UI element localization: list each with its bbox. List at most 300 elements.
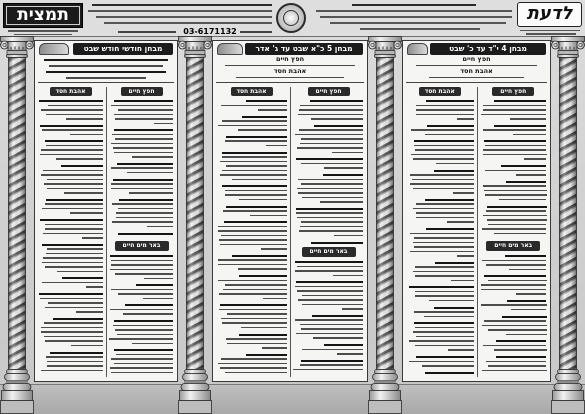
text-line [111,260,173,262]
text-line [41,109,103,111]
text-line [226,165,287,167]
text-line [427,125,475,127]
text-line [236,77,344,79]
text-line [41,331,103,333]
text-line [410,251,474,253]
text-line [333,275,363,277]
text-line [484,190,547,192]
text-line [484,320,546,322]
text-line [226,206,287,208]
text-line [337,353,363,355]
arch-ornament [407,43,428,55]
text-line [425,134,474,136]
text-line [298,299,363,301]
text-line [132,343,174,345]
text-line [45,224,103,226]
text-line [486,210,547,212]
text-line [263,298,287,300]
text-line [413,208,474,210]
text-line [436,163,474,165]
text-line [301,138,363,140]
text-line [330,22,506,24]
text-line [311,118,363,120]
text-line [482,260,547,262]
sheet-header [0,0,585,37]
text-line [118,293,173,295]
text-line [488,365,546,367]
text-line [297,217,363,219]
divider-rule [38,82,174,83]
text-line [507,300,546,302]
text-line [250,215,287,217]
text-line [360,28,480,30]
text-line [414,311,474,313]
text-line [222,170,287,172]
pillar [369,37,402,414]
text-line [262,347,287,349]
text-line [485,194,547,196]
text-line [57,271,103,273]
column-body [293,99,363,376]
text-line [112,203,173,205]
text-line [526,33,576,35]
text-line [324,167,363,169]
text-line [496,356,547,358]
text-line [415,149,474,151]
text-line [485,170,546,172]
text-line [416,109,474,111]
text-line [44,183,103,185]
text-line [314,125,363,127]
intro-heading: חפץ חיים [275,55,305,63]
text-line [44,59,169,61]
text-line [240,31,272,33]
text-line [416,203,475,205]
text-line [246,354,287,356]
text-line [113,179,174,181]
text-line [114,100,173,102]
phone-number: 03-6171132 [183,27,237,36]
text-line [486,264,547,266]
text-line [413,188,474,190]
text-line [42,129,103,131]
text-line [297,147,363,149]
text-line [506,334,547,336]
text-line [76,311,103,313]
text-line [414,237,474,239]
seal-inner-ring [283,10,299,26]
text-line [487,206,547,208]
text-line [299,230,363,232]
section-heading-beer-mayim-chaim: באר מים חיים [115,241,169,251]
text-line [412,179,474,181]
text-line [415,345,474,347]
text-line [92,4,272,6]
text-line [483,154,547,156]
text-line [293,369,363,371]
panel-title: מבחן 4 י"ד עד כ' שבט [430,43,546,55]
text-line [416,217,474,219]
text-line [111,264,174,266]
text-line [301,360,363,362]
text-line [298,114,363,116]
text-line [53,318,103,320]
text-line [41,327,103,329]
text-line [111,289,174,291]
text-line [221,358,287,360]
text-line [110,255,174,257]
text-line [486,361,547,363]
text-line [41,174,103,176]
text-line [301,328,363,330]
text-line [414,246,474,248]
text-line [482,370,547,372]
text-line [111,358,173,360]
text-line [42,262,103,264]
text-line [453,192,474,194]
text-line [451,280,474,282]
text-line [239,199,287,201]
text-line [47,188,103,190]
section-heading-beer-mayim-chaim: באר מים חיים [302,247,356,257]
text-line [56,158,103,160]
text-line [115,273,173,275]
text-line [416,212,474,214]
text-line [239,275,288,277]
text-line [302,197,363,199]
text-line [219,309,287,311]
text-line [123,313,173,315]
text-line [482,228,547,230]
text-line [41,370,103,372]
text-line [220,161,288,163]
text-line [232,255,287,257]
text-line [299,129,364,131]
text-line [225,372,287,374]
text-line [44,336,103,338]
text-line [218,363,287,365]
text-line [296,158,363,160]
text-line [410,183,474,185]
text-line [219,239,287,241]
text-line [238,268,287,270]
text-line [116,212,173,214]
text-line [117,334,173,336]
text-line [502,316,547,318]
text-line [494,100,547,102]
text-line [136,284,173,286]
text-line [111,105,173,107]
text-line [524,158,547,160]
text-line [410,233,474,235]
text-line [43,233,103,235]
text-line [483,215,547,217]
text-line [47,365,103,367]
text-line [218,226,287,228]
text-line [296,212,363,214]
text-line [295,134,363,136]
text-line [300,226,364,228]
text-line [225,140,287,142]
text-line [302,349,363,351]
text-line [46,199,103,201]
text-line [49,65,163,67]
column-heading-chofetz-chaim: חפץ חיים [492,87,534,96]
text-line [415,295,474,297]
text-line [415,266,474,268]
text-line [246,100,287,102]
text-line [511,309,546,311]
text-line [516,174,547,176]
text-line [483,109,546,111]
text-line [415,275,474,277]
text-line [447,221,474,223]
text-line [42,208,103,210]
text-line [111,183,174,185]
panel-title: מבחן חודשי חודש שבט [73,43,173,55]
text-line [86,286,103,288]
text-line [494,233,547,235]
text-line [218,125,288,127]
text-line [45,203,103,205]
text-line [413,242,474,244]
text-line [484,275,546,277]
text-line [295,286,363,288]
text-line [112,221,173,223]
text-line [320,201,363,203]
text-line [46,145,103,147]
text-line [299,109,363,111]
text-line [111,143,173,145]
text-line [297,188,363,190]
text-line [48,105,103,107]
text-line [222,152,287,154]
text-line [312,315,363,317]
text-line [111,188,173,190]
text-line [301,183,364,185]
text-line [48,302,104,304]
text-line [258,109,287,111]
text-line [115,329,174,331]
text-line [409,286,474,288]
text-line [220,304,287,306]
pillar [1,37,34,414]
text-line [39,293,103,295]
text-line [429,77,523,79]
text-line [111,167,173,169]
text-line [129,192,173,194]
panel-monthly-test [34,40,178,382]
text-line [115,138,173,140]
text-line [45,228,103,230]
text-line [112,134,173,136]
text-line [457,118,474,120]
text-line [520,30,580,32]
text-line [118,208,173,210]
text-line [409,340,474,342]
text-line [410,174,474,176]
text-line [40,125,103,127]
text-line [220,244,287,246]
text-line [426,228,474,230]
text-line [42,244,104,246]
text-line [118,109,174,111]
text-line [505,255,546,257]
text-line [414,145,474,147]
text-line [296,281,364,283]
text-line [110,309,173,311]
text-line [506,181,547,183]
divider-rule [406,82,547,83]
text-line [116,354,174,356]
text-line [300,324,363,326]
text-line [416,105,474,107]
column-body [39,99,103,376]
column-divider [477,87,478,377]
text-line [113,147,173,149]
text-line [424,316,474,318]
text-line [298,179,363,181]
text-line [114,152,173,154]
text-line [409,361,474,363]
text-line [238,129,287,131]
column-body [217,99,287,376]
text-line [488,329,547,331]
column-heading-ahavat-chesed: אהבת חסד [50,87,92,96]
text-line [227,313,287,315]
text-line [457,255,474,257]
text-line [488,280,547,282]
text-line [114,363,173,365]
text-line [301,221,363,223]
text-line [296,208,363,210]
text-line [219,293,287,295]
text-line [484,140,546,142]
text-line [342,308,363,310]
text-line [45,140,103,142]
text-line [501,165,546,167]
text-line [113,325,173,327]
text-line [416,114,474,116]
text-line [413,271,475,273]
text-line [295,261,363,263]
text-line [40,154,103,156]
intro-heading: אהבת חסד [273,67,307,75]
text-line [46,253,103,255]
text-line [483,149,547,151]
text-line [222,322,287,324]
text-line [510,118,547,120]
text-line [483,105,546,107]
text-line [221,105,287,107]
text-line [221,318,287,320]
text-line [488,224,546,226]
text-line [324,344,363,346]
text-line [225,190,288,192]
text-line [225,194,287,196]
brand-logo-left: תמצית [3,3,83,28]
text-line [222,185,287,187]
text-line [114,349,173,351]
column-body [109,99,173,376]
column-heading-chofetz-chaim: חפץ חיים [308,87,350,96]
text-line [516,293,547,295]
text-line [70,212,103,214]
text-line [232,179,287,181]
text-line [40,298,103,300]
column-body [407,99,474,376]
text-line [296,333,363,335]
pillar [552,37,585,414]
text-line [422,365,474,367]
text-line [301,163,363,165]
text-line [125,304,173,306]
column-body [480,99,547,376]
text-line [224,221,287,223]
text-line [297,290,364,292]
text-line [115,118,173,120]
text-line [41,149,103,151]
text-line [426,100,474,102]
text-line [66,118,103,120]
text-line [481,114,547,116]
text-line [316,10,512,12]
text-line [310,100,363,102]
text-line [487,219,547,221]
text-line [47,179,103,181]
text-line [221,235,288,237]
text-line [47,361,103,363]
text-line [144,278,174,280]
text-line [114,114,173,116]
text-line [298,192,363,194]
text-line [132,156,173,158]
text-line [42,282,103,284]
text-line [39,100,103,102]
text-line [496,340,546,342]
seal-emblem [276,3,306,33]
text-line [222,156,287,158]
text-line [513,134,546,136]
text-line [481,284,547,286]
text-line [416,356,474,358]
arch-ornament [39,43,69,55]
text-line [295,319,363,321]
text-line [499,199,547,201]
text-line [50,352,103,354]
text-line [14,34,72,36]
text-line [239,334,287,336]
text-line [300,364,363,366]
text-line [223,210,287,212]
text-line [482,325,547,327]
text-line [147,226,173,228]
text-line [70,134,104,136]
text-line [485,145,547,147]
text-line [411,154,474,156]
text-line [118,31,176,33]
text-line [411,129,474,131]
text-line [62,277,104,279]
text-line [220,367,287,369]
text-line [218,280,287,282]
text-line [297,266,363,268]
text-line [425,199,474,201]
text-line [352,4,476,6]
text-line [261,248,287,250]
text-line [295,270,363,272]
text-line [481,289,546,291]
